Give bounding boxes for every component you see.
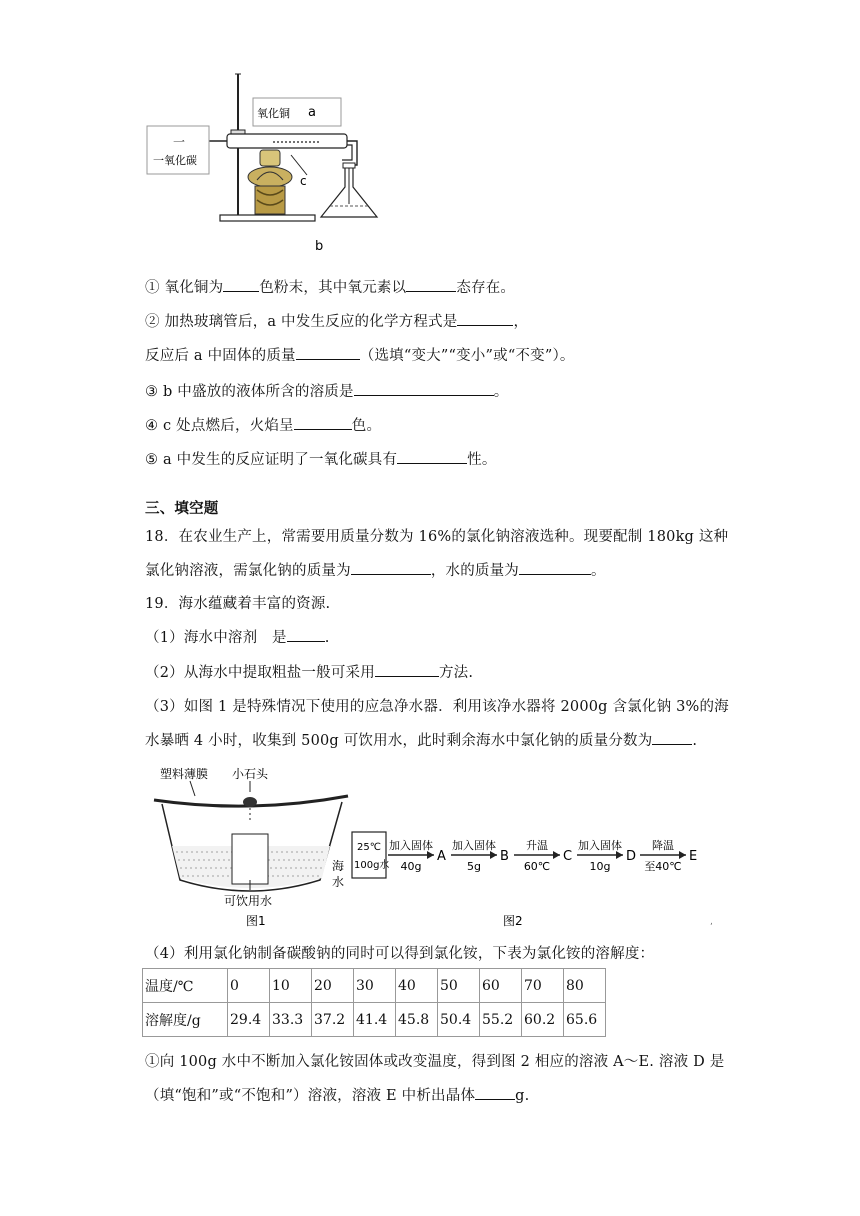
co-reduction-apparatus-figure [145, 72, 385, 258]
q19-sub4: （4）利用氯化钠制备碳酸钠的同时可以得到氯化铵，下表为氯化铵的溶解度： [145, 946, 655, 962]
process-steps [388, 838, 697, 873]
water-purifier-and-process-figure [150, 762, 720, 930]
solubility-table [142, 968, 606, 1037]
table-cell: 65.6 [564, 1003, 606, 1037]
table-cell: 29.4 [228, 1003, 270, 1037]
solution-label: A [437, 849, 446, 864]
answer-blank[interactable] [375, 662, 439, 677]
solution-label: C [563, 849, 573, 864]
answer-blank[interactable] [457, 311, 513, 326]
table-cell: 50.4 [438, 1003, 480, 1037]
q19-sub2: （2）从海水中提取粗盐一般可采用 方法. [145, 661, 473, 682]
step-amount-label: 5g [467, 860, 481, 873]
table-cell: 20 [312, 969, 354, 1003]
arrow-head [616, 851, 623, 859]
arrow-head [490, 851, 497, 859]
label-c: c [300, 174, 307, 188]
step-amount-label: 60℃ [523, 860, 551, 873]
drinking-water-label: 可饮用水 [224, 894, 273, 908]
label-a: a [308, 105, 316, 120]
q19-sub1: （1）海水中溶剂 是 . [145, 626, 330, 647]
step-amount-label: 至40℃ [644, 860, 682, 873]
q19-question1-line2: （填“饱和”或“不饱和”）溶液，溶液 E 中析出晶体 g. [145, 1084, 529, 1105]
sea-label-2: 水 [332, 875, 345, 889]
table-cell: 37.2 [312, 1003, 354, 1037]
answer-blank[interactable] [652, 730, 692, 745]
step-action-label: 降温 [652, 839, 674, 852]
table-row [143, 969, 606, 1003]
q18-line1: 18．在农业生产上，常需要用质量分数为 16%的氯化钠溶液选种。现要配制 180kg 这种 [145, 529, 729, 545]
film-label: 塑料薄膜 [160, 767, 209, 781]
arrow-head [427, 851, 434, 859]
table-cell: 70 [522, 969, 564, 1003]
co-gas-label: 一氧化碳 [153, 154, 197, 167]
figure2-caption: 图2 [503, 914, 523, 928]
q17-item2: ② 加热玻璃管后，a 中发生反应的化学方程式是 ， [145, 310, 528, 331]
step-action-label: 加入固体 [389, 839, 433, 852]
table-cell: 10 [270, 969, 312, 1003]
table-cell: 60 [480, 969, 522, 1003]
answer-blank[interactable] [296, 345, 360, 360]
table-cell: 0 [228, 969, 270, 1003]
answer-blank[interactable] [223, 277, 259, 292]
step-amount-label: 10g [589, 860, 611, 873]
step-action-label: 加入固体 [578, 839, 622, 852]
table-header-solubility: 溶解度/g [143, 1003, 228, 1037]
answer-blank[interactable] [294, 415, 352, 430]
answer-blank[interactable] [287, 627, 325, 642]
answer-blank[interactable] [351, 560, 431, 575]
label-b: b [315, 239, 324, 254]
svg-text:,: , [710, 917, 713, 927]
start-temp: 25℃ [357, 842, 381, 853]
q17-item4: ④ c 处点燃后，火焰呈 色。 [145, 414, 381, 435]
table-cell: 33.3 [270, 1003, 312, 1037]
q18-line2: 氯化钠溶液，需氯化钠的质量为 ，水的质量为 。 [145, 559, 606, 580]
dash-label: 一 [173, 135, 186, 149]
table-cell: 60.2 [522, 1003, 564, 1037]
q17-item5: ⑤ a 中发生的反应证明了一氧化碳具有 性。 [145, 448, 497, 469]
solution-label: B [500, 849, 509, 864]
step-action-label: 加入固体 [452, 839, 496, 852]
answer-blank[interactable] [397, 449, 467, 464]
table-cell: 80 [564, 969, 606, 1003]
q17-item1: ① 氧化铜为 色粉末，其中氧元素以 态存在。 [145, 276, 515, 297]
arrow-head [553, 851, 560, 859]
answer-blank[interactable] [519, 560, 591, 575]
figure1-caption: 图1 [246, 914, 266, 928]
step-amount-label: 40g [400, 860, 422, 873]
table-cell: 55.2 [480, 1003, 522, 1037]
q19-sub3-line1: （3）如图 1 是特殊情况下使用的应急净水器．利用该净水器将 2000g 含氯化钠 3%的海 [145, 699, 729, 715]
start-water: 100g水 [354, 860, 390, 871]
solution-label: E [689, 849, 698, 864]
section-heading: 三、填空题 [145, 501, 219, 517]
stone-label: 小石头 [232, 767, 269, 781]
step-action-label: 升温 [526, 839, 548, 852]
arrow-head [679, 851, 686, 859]
copper-oxide-label: 氧化铜 [257, 107, 290, 120]
table-cell: 45.8 [396, 1003, 438, 1037]
answer-blank[interactable] [354, 381, 494, 396]
table-cell: 30 [354, 969, 396, 1003]
answer-blank[interactable] [406, 277, 456, 292]
table-cell: 40 [396, 969, 438, 1003]
q19-sub3-line2: 水暴晒 4 小时，收集到 500g 可饮用水，此时剩余海水中氯化钠的质量分数为 . [145, 729, 697, 750]
solution-label: D [626, 849, 637, 864]
table-header-temperature: 温度/℃ [143, 969, 228, 1003]
sea-label-1: 海 [332, 859, 345, 873]
table-cell: 41.4 [354, 1003, 396, 1037]
table-cell: 50 [438, 969, 480, 1003]
table-row [143, 1003, 606, 1037]
q19-question1-line1: ①向 100g 水中不断加入氯化铵固体或改变温度，得到图 2 相应的溶液 A～E. 溶液 D 是 [145, 1054, 725, 1070]
q17-item2b: 反应后 a 中固体的质量 （选填“变大”“变小”或“不变”）。 [145, 344, 575, 365]
answer-blank[interactable] [475, 1085, 515, 1100]
q19-stem: 19．海水蕴藏着丰富的资源. [145, 596, 331, 612]
q17-item3: ③ b 中盛放的液体所含的溶质是 。 [145, 380, 508, 401]
